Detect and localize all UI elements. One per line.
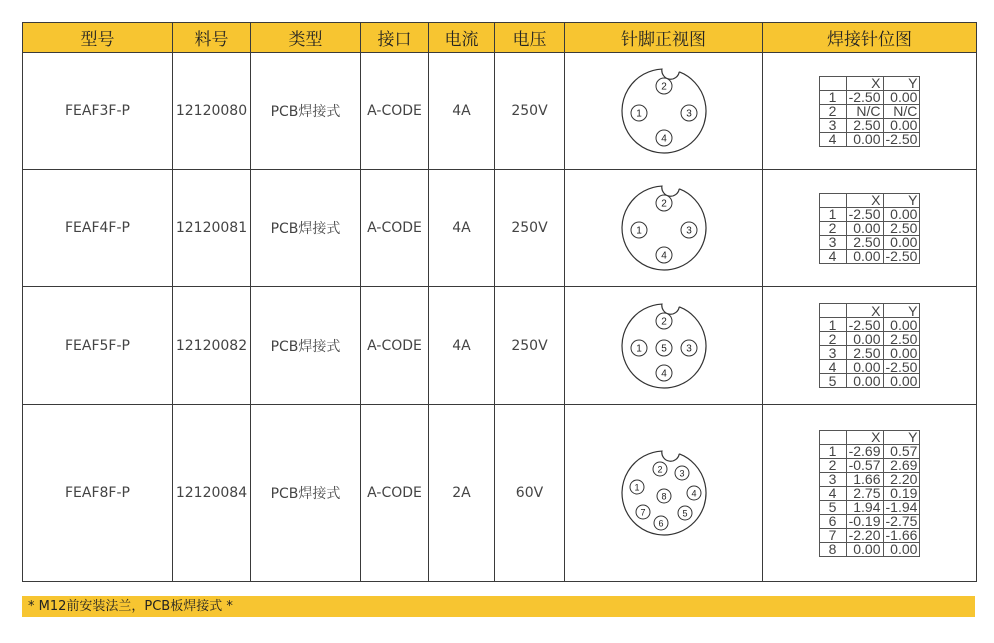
coord-header-blank <box>819 304 846 318</box>
coord-row <box>819 528 920 542</box>
pin-2 <box>656 195 672 211</box>
coord-y: 0.00 <box>883 90 920 104</box>
coord-row <box>819 374 920 388</box>
pin-number: 2 <box>656 464 663 475</box>
coord-y: 0.00 <box>883 346 920 360</box>
solder-pin-layout-cell <box>763 53 977 170</box>
solder-pin-layout-cell <box>763 405 977 582</box>
pin-1 <box>630 480 644 494</box>
table-row <box>23 287 977 405</box>
coord-header-y: Y <box>883 430 920 444</box>
pin-number: 4 <box>660 133 667 145</box>
coord-x: -2.50 <box>846 90 883 104</box>
pin-number: 3 <box>685 225 692 237</box>
pin-number: 7 <box>639 507 646 518</box>
coord-x: 2.50 <box>846 118 883 132</box>
pin-number: 6 <box>657 518 664 529</box>
coord-pin: 2 <box>819 104 846 118</box>
type-cell: PCB焊接式 <box>251 405 361 582</box>
coord-header-row <box>819 304 920 318</box>
coord-pin: 6 <box>819 514 846 528</box>
coord-pin: 2 <box>819 332 846 346</box>
voltage-cell: 250V <box>495 287 565 405</box>
coord-row <box>819 249 920 263</box>
coord-row <box>819 207 920 221</box>
coord-y: 2.20 <box>883 472 920 486</box>
coord-pin: 3 <box>819 472 846 486</box>
coord-x: -0.19 <box>846 514 883 528</box>
pin-1 <box>631 340 647 356</box>
model-cell: FEAF3F-P <box>23 53 173 170</box>
pin-number: 2 <box>660 316 667 327</box>
pin-front-view-cell <box>565 287 763 405</box>
footnote: * M12前安装法兰，PCB板焊接式 * <box>22 596 975 617</box>
coord-header-x: X <box>846 193 883 207</box>
coord-row <box>819 221 920 235</box>
interface-cell: A-CODE <box>361 170 429 287</box>
coord-header-y: Y <box>883 193 920 207</box>
interface-cell: A-CODE <box>361 405 429 582</box>
coord-row <box>819 458 920 472</box>
pin-number: 2 <box>660 81 667 93</box>
coord-pin: 3 <box>819 118 846 132</box>
connector-front-diagram <box>609 61 719 161</box>
coord-pin: 2 <box>819 458 846 472</box>
type-cell: PCB焊接式 <box>251 53 361 170</box>
pin-number: 1 <box>635 225 642 237</box>
pin-number: 1 <box>633 482 640 493</box>
pin-number: 5 <box>660 343 667 354</box>
pin-number: 4 <box>660 250 667 262</box>
current-cell: 4A <box>429 170 495 287</box>
coord-header-x: X <box>846 76 883 90</box>
coord-row <box>819 542 920 556</box>
current-cell: 4A <box>429 287 495 405</box>
connector-front-diagram <box>609 443 719 543</box>
coord-pin: 2 <box>819 221 846 235</box>
pin-coordinate-table <box>819 303 921 388</box>
pin-number: 8 <box>660 491 667 502</box>
connector-front-diagram <box>609 178 719 278</box>
pin-coordinate-table <box>819 430 921 557</box>
coord-pin: 1 <box>819 444 846 458</box>
pin-number: 4 <box>690 488 697 499</box>
coord-pin: 3 <box>819 235 846 249</box>
coord-header-row <box>819 430 920 444</box>
coord-pin: 8 <box>819 542 846 556</box>
model-cell: FEAF5F-P <box>23 287 173 405</box>
coord-x: 0.00 <box>846 374 883 388</box>
coord-pin: 1 <box>819 207 846 221</box>
coord-pin: 4 <box>819 132 846 146</box>
header-voltage: 电压 <box>495 23 565 53</box>
coord-x: -2.69 <box>846 444 883 458</box>
coord-y: 0.00 <box>883 118 920 132</box>
coord-y: -1.94 <box>883 500 920 514</box>
coord-row <box>819 360 920 374</box>
pin-1 <box>631 105 647 121</box>
part-number-cell: 12120082 <box>173 287 251 405</box>
pin-number: 3 <box>685 343 692 354</box>
coord-x: 0.00 <box>846 360 883 374</box>
solder-pin-layout-cell <box>763 170 977 287</box>
pin-front-view-cell <box>565 170 763 287</box>
coord-y: -2.50 <box>883 249 920 263</box>
coord-pin: 1 <box>819 318 846 332</box>
coord-y: 2.50 <box>883 332 920 346</box>
coord-row <box>819 346 920 360</box>
coord-header-y: Y <box>883 304 920 318</box>
coord-pin: 4 <box>819 360 846 374</box>
coord-x: 2.50 <box>846 235 883 249</box>
coord-x: -2.20 <box>846 528 883 542</box>
pin-8 <box>657 489 671 503</box>
pin-3 <box>675 466 689 480</box>
part-number-cell: 12120081 <box>173 170 251 287</box>
coord-header-x: X <box>846 430 883 444</box>
coord-pin: 4 <box>819 249 846 263</box>
pin-coordinate-table <box>819 193 921 264</box>
voltage-cell: 250V <box>495 170 565 287</box>
pin-5 <box>678 506 692 520</box>
coord-pin: 4 <box>819 486 846 500</box>
header-interface: 接口 <box>361 23 429 53</box>
coord-x: 2.50 <box>846 346 883 360</box>
solder-pin-layout-cell <box>763 287 977 405</box>
table-row <box>23 405 977 582</box>
coord-row <box>819 444 920 458</box>
header-solder-pin-layout: 焊接针位图 <box>763 23 977 53</box>
coord-row <box>819 514 920 528</box>
coord-y: -2.50 <box>883 360 920 374</box>
header-part-number: 料号 <box>173 23 251 53</box>
voltage-cell: 250V <box>495 53 565 170</box>
pin-1 <box>631 222 647 238</box>
coord-x: 2.75 <box>846 486 883 500</box>
pin-7 <box>636 505 650 519</box>
current-cell: 4A <box>429 53 495 170</box>
coord-y: 0.00 <box>883 318 920 332</box>
pin-coordinate-table <box>819 76 921 147</box>
coord-x: 0.00 <box>846 132 883 146</box>
coord-header-y: Y <box>883 76 920 90</box>
coord-row <box>819 486 920 500</box>
coord-pin: 1 <box>819 90 846 104</box>
coord-y: 0.00 <box>883 542 920 556</box>
coord-x: -2.50 <box>846 207 883 221</box>
coord-header-row <box>819 76 920 90</box>
pin-5 <box>656 340 672 356</box>
interface-cell: A-CODE <box>361 287 429 405</box>
pin-4 <box>687 486 701 500</box>
connector-front-diagram <box>609 296 719 396</box>
pin-4 <box>656 365 672 381</box>
header-current: 电流 <box>429 23 495 53</box>
coord-y: 0.57 <box>883 444 920 458</box>
coord-row <box>819 472 920 486</box>
pin-3 <box>681 105 697 121</box>
coord-header-blank <box>819 76 846 90</box>
pin-3 <box>681 222 697 238</box>
coord-x: N/C <box>846 104 883 118</box>
coord-y: 2.69 <box>883 458 920 472</box>
pin-front-view-cell <box>565 405 763 582</box>
coord-header-blank <box>819 193 846 207</box>
coord-pin: 5 <box>819 374 846 388</box>
coord-y: 0.00 <box>883 235 920 249</box>
pin-2 <box>653 462 667 476</box>
pin-number: 4 <box>660 368 667 379</box>
coord-y: -2.75 <box>883 514 920 528</box>
table-row <box>23 170 977 287</box>
coord-row <box>819 132 920 146</box>
pin-2 <box>656 313 672 329</box>
pin-front-view-cell <box>565 53 763 170</box>
coord-y: -1.66 <box>883 528 920 542</box>
header-pin-front-view: 针脚正视图 <box>565 23 763 53</box>
coord-x: -0.57 <box>846 458 883 472</box>
pin-number: 1 <box>635 108 642 120</box>
coord-y: 0.00 <box>883 207 920 221</box>
pin-6 <box>654 516 668 530</box>
table-row <box>23 53 977 170</box>
coord-row <box>819 500 920 514</box>
coord-y: 2.50 <box>883 221 920 235</box>
coord-x: 0.00 <box>846 332 883 346</box>
coord-pin: 5 <box>819 500 846 514</box>
pin-4 <box>656 130 672 146</box>
model-cell: FEAF8F-P <box>23 405 173 582</box>
coord-row <box>819 90 920 104</box>
pin-number: 1 <box>635 343 642 354</box>
pin-2 <box>656 78 672 94</box>
coord-header-blank <box>819 430 846 444</box>
pin-number: 3 <box>678 468 685 479</box>
coord-pin: 3 <box>819 346 846 360</box>
coord-y: -2.50 <box>883 132 920 146</box>
type-cell: PCB焊接式 <box>251 170 361 287</box>
voltage-cell: 60V <box>495 405 565 582</box>
header-model: 型号 <box>23 23 173 53</box>
header-row <box>23 23 977 53</box>
pin-number: 5 <box>681 508 688 519</box>
coord-x: 0.00 <box>846 249 883 263</box>
coord-y: 0.19 <box>883 486 920 500</box>
current-cell: 2A <box>429 405 495 582</box>
product-table <box>22 22 977 582</box>
part-number-cell: 12120084 <box>173 405 251 582</box>
coord-row <box>819 118 920 132</box>
type-cell: PCB焊接式 <box>251 287 361 405</box>
coord-header-row <box>819 193 920 207</box>
coord-y: 0.00 <box>883 374 920 388</box>
model-cell: FEAF4F-P <box>23 170 173 287</box>
coord-pin: 7 <box>819 528 846 542</box>
part-number-cell: 12120080 <box>173 53 251 170</box>
interface-cell: A-CODE <box>361 53 429 170</box>
coord-y: N/C <box>883 104 920 118</box>
coord-x: 0.00 <box>846 542 883 556</box>
pin-3 <box>681 340 697 356</box>
header-type: 类型 <box>251 23 361 53</box>
coord-x: 0.00 <box>846 221 883 235</box>
coord-x: 1.66 <box>846 472 883 486</box>
coord-row <box>819 235 920 249</box>
pin-4 <box>656 247 672 263</box>
coord-row <box>819 332 920 346</box>
pin-number: 3 <box>685 108 692 120</box>
coord-x: -2.50 <box>846 318 883 332</box>
coord-row <box>819 318 920 332</box>
coord-row <box>819 104 920 118</box>
coord-header-x: X <box>846 304 883 318</box>
pin-number: 2 <box>660 198 667 210</box>
coord-x: 1.94 <box>846 500 883 514</box>
